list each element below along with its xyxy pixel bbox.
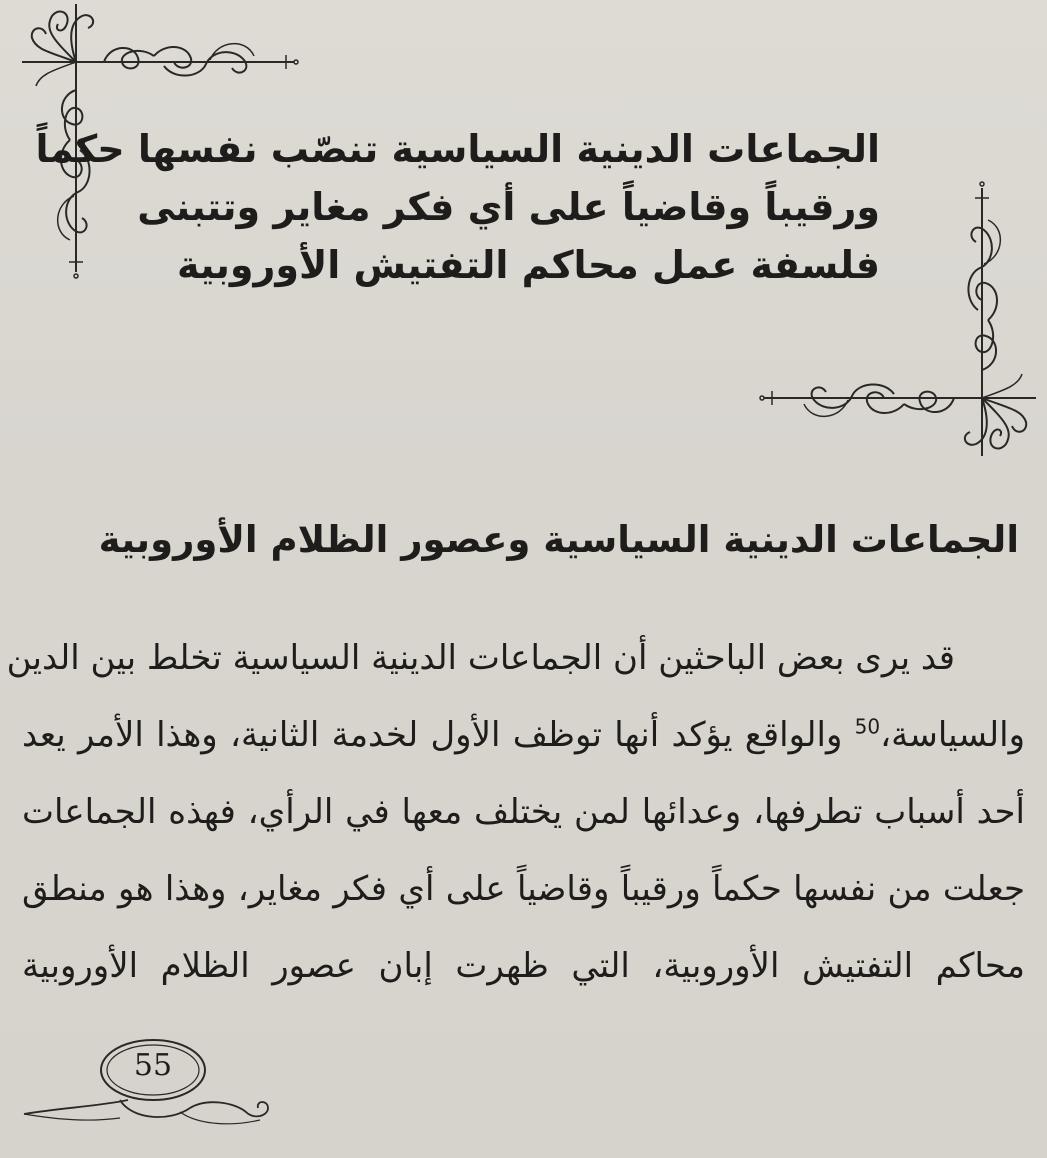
body-line-2-start: والسياسة، <box>880 715 1025 755</box>
body-line-4: جعلت من نفسها حكماً ورقيباً وقاضياً على أي فكر مغاير، وهذا هو منطق <box>22 869 1025 909</box>
body-line-1: قد يرى بعض الباحثين أن الجماعات الدينية السياسية تخلط بين الدين <box>6 638 955 678</box>
body-line-5: محاكم التفتيش الأوروبية، التي ظهرت إبان عصور الظلام الأوروبية <box>22 946 1025 986</box>
body-line-3: أحد أسباب تطرفها، وعدائها لمن يختلف معها في الرأي، فهذه الجماعات <box>22 792 1025 832</box>
body-line-2 <box>22 701 1025 778</box>
chapter-title-box <box>35 120 880 294</box>
body-line-2-end: والواقع يؤكد أنها توظف الأول لخدمة الثانية، وهذا الأمر يعد <box>22 715 855 755</box>
footnote-reference: 50 <box>854 714 881 739</box>
page-number: 55 <box>133 1048 173 1083</box>
chapter-title-line-3: فلسفة عمل محاكم التفتيش الأوروبية <box>177 243 880 287</box>
chapter-title-line-1: الجماعات الدينية السياسية تنصّب نفسها حكماً <box>35 127 880 171</box>
chapter-title-line-2: ورقيباً وقاضياً على أي فكر مغاير وتتبنى <box>137 185 880 229</box>
body-paragraph <box>6 624 1025 1009</box>
page-number-ornament <box>20 1030 280 1130</box>
section-heading: الجماعات الدينية السياسية وعصور الظلام الأوروبية <box>98 518 1019 561</box>
